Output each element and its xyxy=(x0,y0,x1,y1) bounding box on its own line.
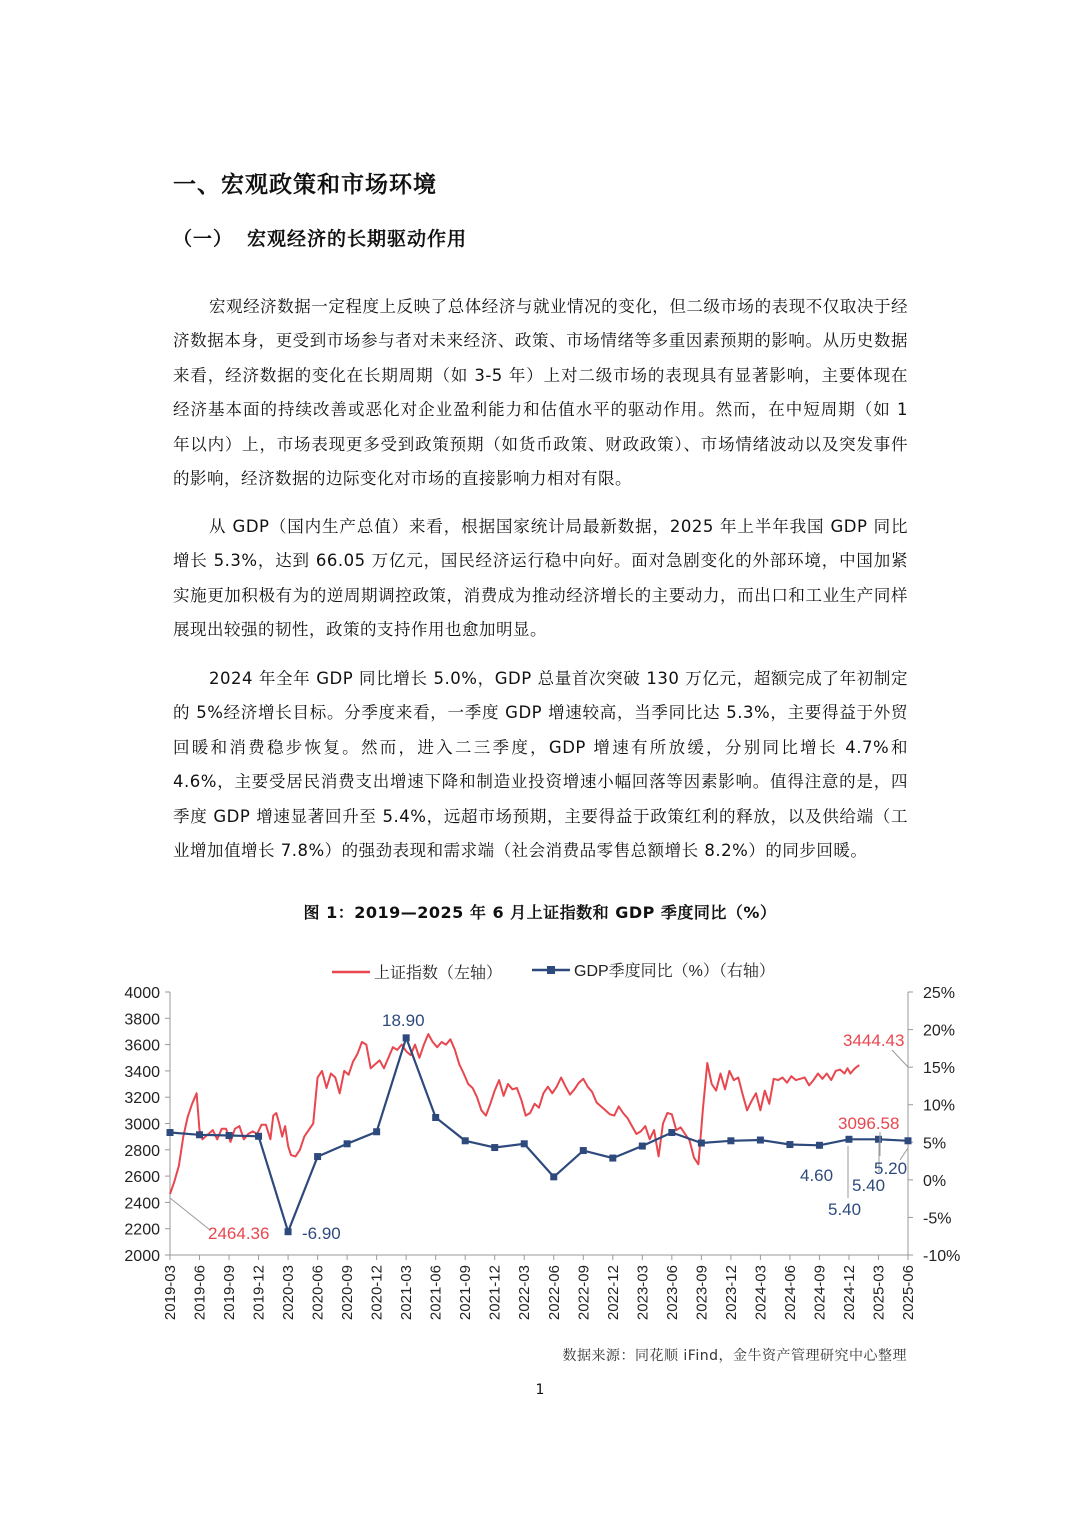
leader-3444 xyxy=(892,1050,908,1067)
right-tick-label: 15% xyxy=(923,1060,956,1078)
gdp-markers xyxy=(167,1034,912,1235)
gdp-point xyxy=(757,1137,764,1144)
leader-2464 xyxy=(170,1198,210,1230)
right-tick-label: 0% xyxy=(923,1172,947,1190)
subsection-title: 宏观经济的长期驱动作用 xyxy=(247,228,468,250)
gdp-point xyxy=(167,1129,174,1136)
gdp-point xyxy=(196,1131,203,1138)
gdp-point xyxy=(314,1153,321,1160)
label-index-end: 3444.43 xyxy=(843,1031,905,1050)
gdp-point xyxy=(255,1133,262,1140)
figure-caption: 图 1：2019—2025 年 6 月上证指数和 GDP 季度同比（%） xyxy=(303,903,777,922)
gdp-point xyxy=(285,1228,292,1235)
x-tick-label: 2019-03 xyxy=(162,1265,179,1321)
gdp-point xyxy=(580,1147,587,1154)
series-gdp-line xyxy=(170,1038,908,1232)
right-tick-label: 20% xyxy=(923,1022,956,1040)
label-gdp-trough: -6.90 xyxy=(302,1224,341,1243)
x-tick-label: 2021-09 xyxy=(457,1265,475,1321)
x-tick-label: 2024-03 xyxy=(752,1265,770,1321)
gdp-point xyxy=(432,1114,439,1121)
x-tick-label: 2021-03 xyxy=(398,1265,416,1321)
left-tick-label: 2200 xyxy=(124,1221,160,1239)
gdp-point xyxy=(491,1144,498,1151)
x-tick-label: 2022-03 xyxy=(516,1265,534,1321)
x-tick-label: 2023-03 xyxy=(634,1265,652,1321)
subsection-heading xyxy=(173,224,467,251)
x-tick-label: 2022-09 xyxy=(575,1265,593,1321)
x-tick-label: 2024-12 xyxy=(840,1265,858,1321)
x-tick-label: 2021-06 xyxy=(427,1265,445,1321)
right-tick-label: 10% xyxy=(923,1097,956,1115)
left-tick-label: 3000 xyxy=(124,1116,160,1134)
label-index-start: 2464.36 xyxy=(208,1224,270,1243)
legend-gdp-marker xyxy=(547,966,555,974)
gdp-point xyxy=(373,1128,380,1135)
gdp-point xyxy=(727,1137,734,1144)
page-number: 1 xyxy=(535,1382,545,1398)
x-tick-label: 2024-06 xyxy=(781,1265,799,1321)
right-tick-label: -10% xyxy=(923,1248,961,1265)
x-axis-ticks xyxy=(162,1255,917,1320)
gdp-point xyxy=(550,1173,557,1180)
x-tick-label: 2022-06 xyxy=(545,1265,563,1321)
label-gdp-peak: 18.90 xyxy=(382,1011,425,1030)
left-tick-label: 4000 xyxy=(124,985,160,1002)
gdp-point xyxy=(845,1136,852,1143)
gdp-point xyxy=(462,1137,469,1144)
paragraph-gdp-2024: 2024 年全年 GDP 同比增长 5.0%，GDP 总量首次突破 130 万亿元，超额完成了年初制定的 5%经济增长目标。分季度来看，一季度 GDP 增速较高，当季同比达 5.3%，主要得益于外贸回暖和消费稳步恢复。然而，进入二三季度，GDP 增速有所放缓，分别同比增长 4.7%和 4.6%，主要受居民消费支出增速下降和制造业投资增速小幅回落等因素影响。值得注意的是，四季度 GDP 增速显著回升至 5.4%，远超市场预期，主要得益于政策红利的释放，以及供给端（工业增加值增长 7.8%）的强劲表现和需求端（社会消费品零售总额增长 8.2%）的同步回暖。 xyxy=(173,668,908,860)
right-tick-label: 5% xyxy=(923,1135,947,1153)
x-tick-label: 2021-12 xyxy=(486,1265,504,1321)
gdp-point xyxy=(609,1155,616,1162)
left-tick-label: 3800 xyxy=(124,1011,160,1029)
chart-axes xyxy=(170,992,908,1255)
paragraph-macro-intro: 宏观经济数据一定程度上反映了总体经济与就业情况的变化，但二级市场的表现不仅取决于经济数据本身，更受到市场参与者对未来经济、政策、市场情绪等多重因素预期的影响。从历史数据来看，经济数据的变化在长期周期（如 3-5 年）上对二级市场的表现具有显著影响，主要体现在经济基本面的持续改善或恶化对企业盈利能力和估值水平的驱动作用。然而，在中短周期（如 1 年以内）上，市场表现更多受到政策预期（如货币政策、财政政策）、市场情绪波动以及突发事件的影响，经济数据的边际变化对市场的直接影响力相对有限。 xyxy=(173,296,908,488)
right-tick-label: -5% xyxy=(923,1210,952,1228)
x-tick-label: 2023-09 xyxy=(693,1265,711,1321)
label-gdp-2024q3: 4.60 xyxy=(800,1166,834,1185)
legend-index-label: 上证指数（左轴） xyxy=(374,965,503,982)
gdp-point xyxy=(905,1137,912,1144)
gdp-point xyxy=(816,1142,823,1149)
x-tick-label: 2025-03 xyxy=(870,1265,888,1321)
label-gdp-2025q1: 5.40 xyxy=(852,1176,886,1195)
x-tick-label: 2019-12 xyxy=(250,1265,268,1321)
gdp-point xyxy=(226,1132,233,1139)
left-tick-label: 2800 xyxy=(124,1142,160,1160)
x-tick-label: 2020-06 xyxy=(309,1265,327,1321)
x-tick-label: 2023-06 xyxy=(663,1265,681,1321)
x-tick-label: 2022-12 xyxy=(604,1265,622,1321)
gdp-point xyxy=(786,1141,793,1148)
gdp-point xyxy=(344,1140,351,1147)
label-gdp-2024q4: 5.40 xyxy=(828,1200,862,1219)
chart-legend xyxy=(332,962,775,982)
gdp-point xyxy=(403,1034,410,1041)
gdp-point xyxy=(875,1136,882,1143)
x-tick-label: 2020-09 xyxy=(339,1265,357,1321)
right-axis-ticks xyxy=(908,985,960,1265)
label-index-mid: 3096.58 xyxy=(838,1114,900,1133)
left-tick-label: 2000 xyxy=(124,1248,160,1265)
section-heading: 一、宏观政策和市场环境 xyxy=(173,172,437,198)
gdp-point xyxy=(698,1140,705,1147)
x-tick-label: 2019-09 xyxy=(221,1265,239,1321)
right-tick-label: 25% xyxy=(923,985,956,1002)
gdp-point xyxy=(668,1129,675,1136)
left-tick-label: 3400 xyxy=(124,1063,160,1081)
x-tick-label: 2025-06 xyxy=(900,1265,917,1321)
legend-gdp-label: GDP季度同比（%）（右轴） xyxy=(574,963,775,980)
subsection-number: （一） xyxy=(173,228,234,250)
series-sse-index-line xyxy=(170,1034,859,1194)
source-note: 数据来源：同花顺 iFind，金牛资产管理研究中心整理 xyxy=(562,1348,907,1364)
paragraph-gdp-2025: 从 GDP（国内生产总值）来看，根据国家统计局最新数据，2025 年上半年我国 GDP 同比增长 5.3%，达到 66.05 万亿元，国民经济运行稳中向好。面对急剧变化的外部环境，中国加紧实施更加积极有为的逆周期调控政策，消费成为推动经济增长的主要动力，而出口和工业生产同样展现出较强的韧性，政策的支持作用也愈加明显。 xyxy=(173,516,908,639)
gdp-point xyxy=(521,1140,528,1147)
left-axis-ticks xyxy=(124,985,170,1265)
x-tick-label: 2020-03 xyxy=(280,1265,298,1321)
x-tick-label: 2024-09 xyxy=(811,1265,829,1321)
left-tick-label: 3200 xyxy=(124,1090,160,1108)
x-tick-label: 2020-12 xyxy=(368,1265,386,1321)
x-tick-label: 2023-12 xyxy=(722,1265,740,1321)
left-tick-label: 3600 xyxy=(124,1037,160,1055)
left-tick-label: 2400 xyxy=(124,1195,160,1213)
left-tick-label: 2600 xyxy=(124,1169,160,1187)
sse-gdp-chart xyxy=(100,950,980,1345)
label-gdp-2025q2: 5.20 xyxy=(874,1159,908,1178)
gdp-point xyxy=(639,1143,646,1150)
x-tick-label: 2019-06 xyxy=(191,1265,209,1321)
